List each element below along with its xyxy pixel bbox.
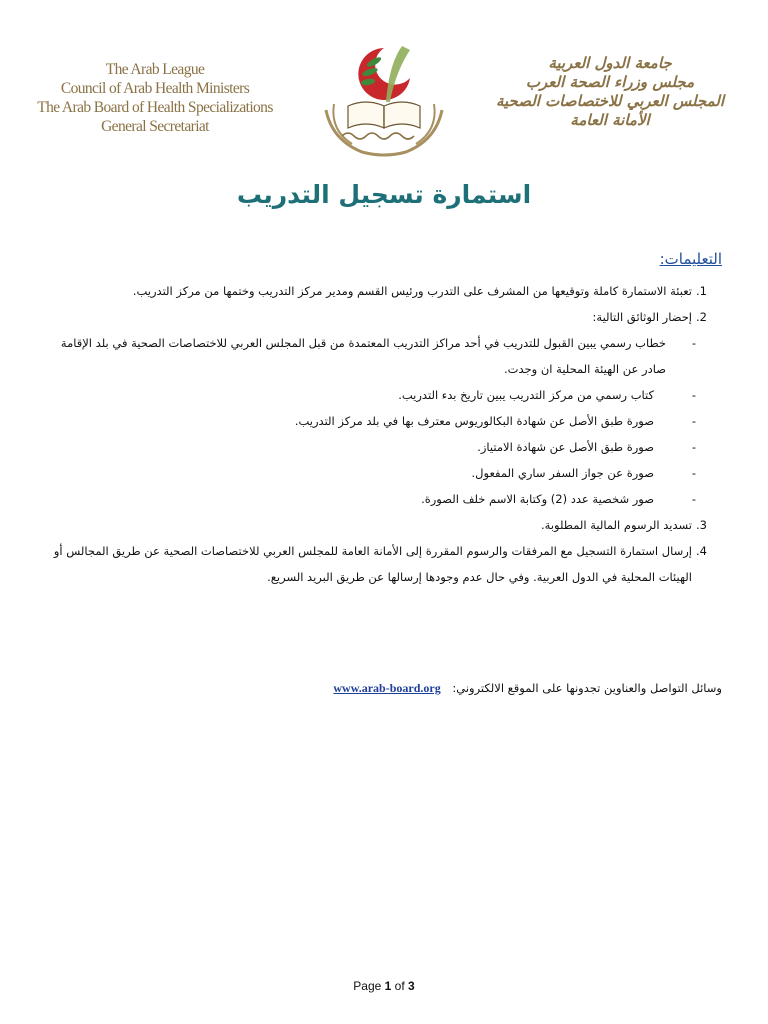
header-en-line: The Arab League xyxy=(105,61,205,78)
document-text: كتاب رسمي من مركز التدريب يبين تاريخ بدء التدريب. xyxy=(398,388,654,402)
dash-bullet: - xyxy=(691,492,696,506)
page-total: 3 xyxy=(408,979,415,993)
list-item xyxy=(42,278,722,304)
document-item xyxy=(42,460,722,486)
header-en-line: Council of Arab Health Ministers xyxy=(60,80,250,97)
document-text: خطاب رسمي يبين القبول للتدريب في أحد مراكز التدريب المعتمدة من قبل المجلس العربي للاختصاصات الصحية في بلد الإقامة صادر عن الهيئة المحلية ان وجدت. xyxy=(60,336,666,376)
document-item xyxy=(42,434,722,460)
document-item xyxy=(42,330,722,382)
document-text: صور شخصية عدد (2) وكتابة الاسم خلف الصورة. xyxy=(421,492,654,506)
list-item xyxy=(42,512,722,538)
item-text: تعبئة الاستمارة كاملة وتوقيعها من المشرف على التدرب ورئيس القسم ومدير مركز التدريب وختمها من مركز التدريب. xyxy=(132,284,692,298)
document-text: صورة طبق الأصل عن شهادة البكالوريوس معترف بها في بلد مركز التدريب. xyxy=(294,414,654,428)
dash-bullet: - xyxy=(691,414,696,428)
header-ar-line: الأمانة العامة xyxy=(570,111,650,129)
item-text: تسديد الرسوم المالية المطلوبة. xyxy=(541,518,692,532)
document-item xyxy=(42,408,722,434)
dash-bullet: - xyxy=(691,388,696,402)
page-of: of xyxy=(394,979,405,993)
instructions-heading: التعليمات: xyxy=(659,250,722,268)
arab-board-emblem-icon xyxy=(312,40,456,158)
document-item xyxy=(42,382,722,408)
item-number: .2 xyxy=(696,310,707,324)
item-number: .1 xyxy=(696,284,707,298)
page-footer xyxy=(0,979,768,993)
document-text: صورة طبق الأصل عن شهادة الامتياز. xyxy=(477,440,654,454)
item-number: .3 xyxy=(696,518,707,532)
contact-text: وسائل التواصل والعناوين تجدونها على الموقع الالكتروني: xyxy=(452,681,722,695)
page-label: Page xyxy=(353,979,382,993)
header-ar-line: جامعة الدول العربية xyxy=(548,54,672,72)
dash-bullet: - xyxy=(691,440,696,454)
page-current: 1 xyxy=(384,979,392,993)
list-item xyxy=(42,304,722,330)
header-en-line: The Arab Board of Health Specializations xyxy=(37,99,273,116)
header-ar-line: مجلس وزراء الصحة العرب xyxy=(525,73,695,91)
dash-bullet: - xyxy=(691,336,696,350)
dash-bullet: - xyxy=(691,466,696,480)
document-text: صورة عن جواز السفر ساري المفعول. xyxy=(471,466,654,480)
page-title: استمارة تسجيل التدريب xyxy=(236,180,532,209)
header-arabic xyxy=(480,54,740,130)
item-text: إرسال استمارة التسجيل مع المرفقات والرسوم المقررة إلى الأمانة العامة للمجلس العربي للاختصاصات الصحية عن طريق المجالس أو الهيئات المحلية في الدول العربية. وفي حال عدم وجودها إرسالها عن طريق البريد السريع. xyxy=(53,544,692,584)
document-item xyxy=(42,486,722,512)
instructions-section xyxy=(42,246,722,590)
website-link[interactable]: www.arab-board.org xyxy=(333,681,441,695)
list-item xyxy=(42,538,722,590)
item-text: إحضار الوثائق التالية: xyxy=(592,310,692,324)
header-ar-line: المجلس العربي للاختصاصات الصحية xyxy=(495,92,725,110)
item-number: .4 xyxy=(696,544,707,558)
header-en-line: General Secretariat xyxy=(101,118,209,135)
contact-line xyxy=(333,681,722,696)
header-english xyxy=(30,60,280,136)
